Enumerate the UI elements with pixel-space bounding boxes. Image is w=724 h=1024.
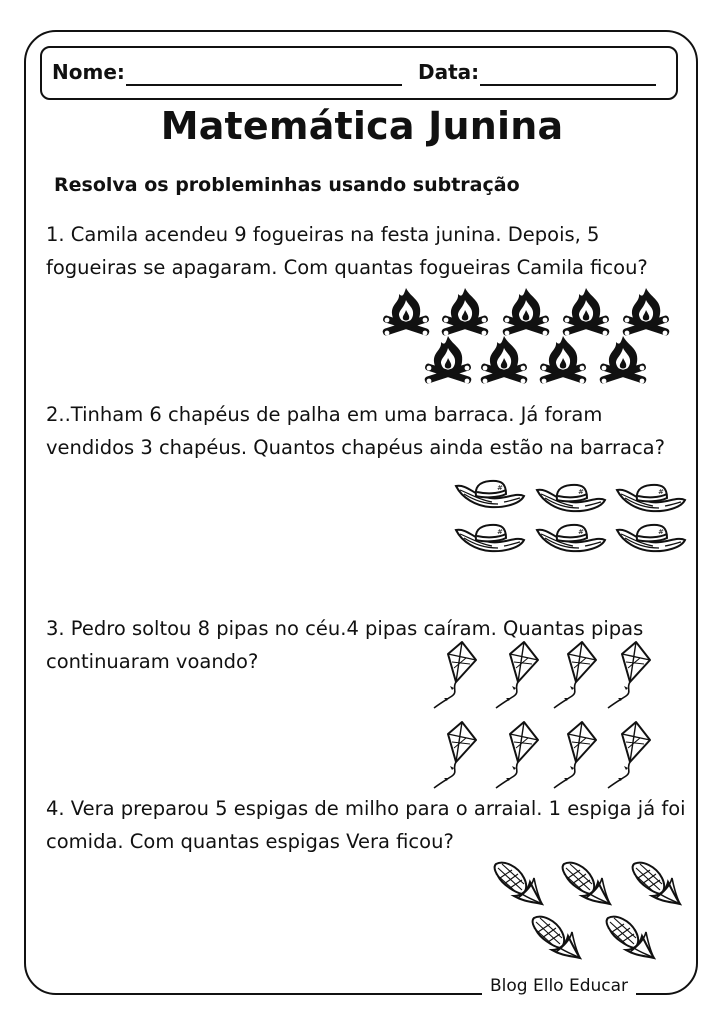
corn-icon <box>556 856 612 908</box>
kite-icon <box>492 638 542 710</box>
kite-icon <box>604 638 654 710</box>
straw-hat-icon <box>615 478 687 516</box>
date-label: Data: <box>418 60 480 84</box>
footer-credit: Blog Ello Educar <box>482 976 636 996</box>
straw-hat-icon <box>615 518 687 556</box>
question-1-text: 1. Camila acendeu 9 fogueiras na festa junina. Depois, 5 fogueiras se apagaram. Com quantas fogueiras Camila ficou? <box>46 223 648 279</box>
corn-icon <box>488 856 544 908</box>
question-4-text: 4. Vera preparou 5 espigas de milho para o arraial. 1 espiga já foi comida. Com quantas espigas Vera ficou? <box>46 797 686 853</box>
kite-icon <box>430 718 480 790</box>
kite-icon <box>604 718 654 790</box>
name-field[interactable] <box>126 84 402 86</box>
corn-icon <box>600 910 656 962</box>
straw-hat-icon <box>535 518 607 556</box>
instruction-text: Resolva os probleminhas usando subtração <box>54 174 520 196</box>
header-box <box>40 46 678 100</box>
corn-icon <box>626 856 682 908</box>
question-3-text: 3. Pedro soltou 8 pipas no céu.4 pipas caíram. Quantas pipas continuaram voando? <box>46 617 644 673</box>
straw-hat-icon <box>535 478 607 516</box>
bonfire-icon <box>595 332 651 388</box>
bonfire-icon <box>535 332 591 388</box>
kite-icon <box>550 638 600 710</box>
bonfire-icon <box>420 332 476 388</box>
question-2-text: 2..Tinham 6 chapéus de palha em uma barraca. Já foram vendidos 3 chapéus. Quantos chapéus ainda estão na barraca? <box>46 403 665 459</box>
kite-icon <box>430 638 480 710</box>
date-field[interactable] <box>480 84 656 86</box>
kite-icon <box>550 718 600 790</box>
kite-icon <box>492 718 542 790</box>
page-title: Matemática Junina <box>160 104 564 148</box>
straw-hat-icon <box>454 474 526 512</box>
corn-icon <box>526 910 582 962</box>
name-label: Nome: <box>52 60 125 84</box>
straw-hat-icon <box>454 518 526 556</box>
bonfire-icon <box>476 332 532 388</box>
